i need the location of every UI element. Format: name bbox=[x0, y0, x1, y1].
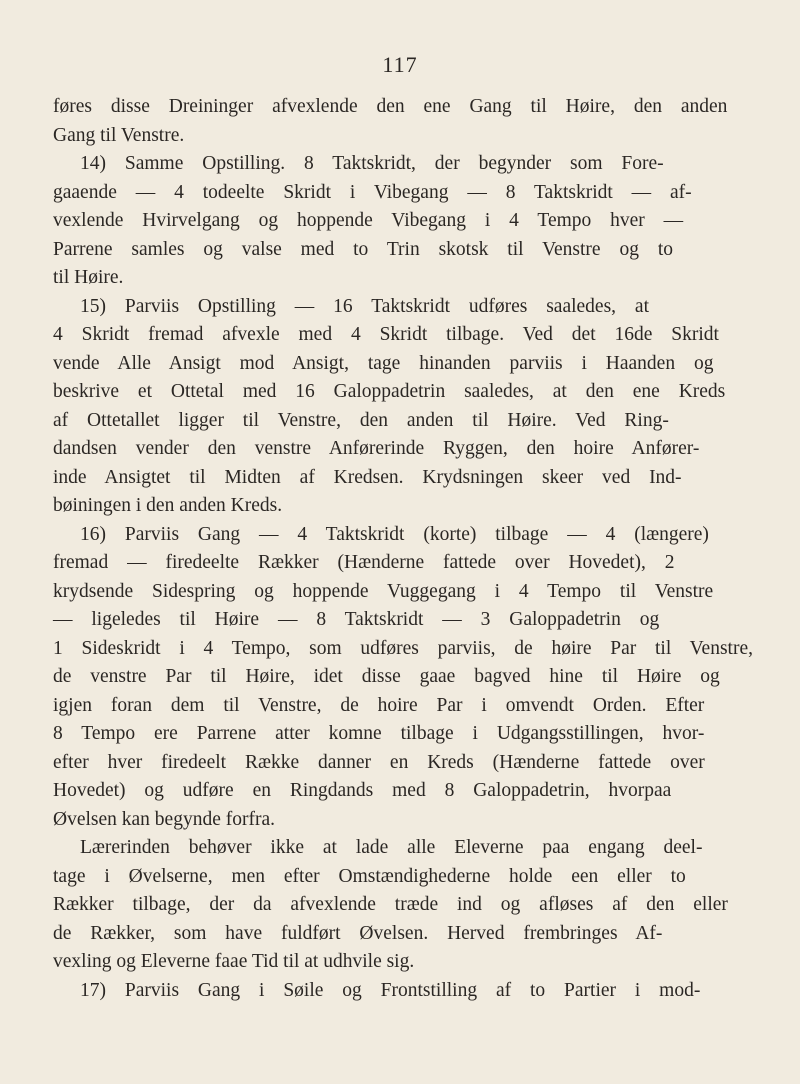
text-line: 17) Parviis Gang i Søile og Frontstilling af to Partier i mod- bbox=[80, 980, 701, 1001]
text-line: til Høire. bbox=[53, 267, 124, 288]
text-line: 16) Parviis Gang — 4 Taktskridt (korte) tilbage — 4 (længere) bbox=[80, 524, 709, 545]
text-line: igjen foran dem til Venstre, de hoire Par i omvendt Orden. Efter bbox=[53, 695, 705, 716]
text-line: føres disse Dreininger afvexlende den ene Gang til Høire, den anden bbox=[53, 96, 728, 117]
text-line: Gang til Venstre. bbox=[53, 125, 185, 146]
text-line: — ligeledes til Høire — 8 Taktskridt — 3 Galoppadetrin og bbox=[53, 609, 660, 630]
text-line: beskrive et Ottetal med 16 Galoppadetrin saaledes, at den ene Kreds bbox=[53, 381, 726, 402]
text-line: dandsen vender den venstre Anførerinde Ryggen, den hoire Anfører- bbox=[53, 438, 700, 459]
text-line: inde Ansigtet til Midten af Kredsen. Krydsningen skeer ved Ind- bbox=[53, 467, 682, 488]
text-line: 4 Skridt fremad afvexle med 4 Skridt tilbage. Ved det 16de Skridt bbox=[53, 324, 719, 345]
text-line: vexling og Eleverne faae Tid til at udhvile sig. bbox=[53, 951, 415, 972]
text-line: krydsende Sidespring og hoppende Vuggegang i 4 Tempo til Venstre bbox=[53, 581, 714, 602]
text-line: efter hver firedeelt Række danner en Kreds (Hænderne fattede over bbox=[53, 752, 705, 773]
text-line: Lærerinden behøver ikke at lade alle Eleverne paa engang deel- bbox=[80, 837, 703, 858]
text-line: af Ottetallet ligger til Venstre, den anden til Høire. Ved Ring- bbox=[53, 410, 669, 431]
text-line: Parrene samles og valse med to Trin skotsk til Venstre og to bbox=[53, 239, 673, 260]
page-number: 117 bbox=[382, 52, 418, 77]
text-line: de Rækker, som have fuldført Øvelsen. Herved frembringes Af- bbox=[53, 923, 663, 944]
text-line: gaaende — 4 todeelte Skridt i Vibegang — 8 Taktskridt — af- bbox=[53, 182, 692, 203]
text-line: Rækker tilbage, der da afvexlende træde ind og afløses af den eller bbox=[53, 894, 728, 915]
text-line: fremad — firedeelte Rækker (Hænderne fattede over Hovedet), 2 bbox=[53, 552, 675, 573]
text-line: 8 Tempo ere Parrene atter komne tilbage i Udgangsstillingen, hvor- bbox=[53, 723, 705, 744]
text-line: de venstre Par til Høire, idet disse gaae bagved hine til Høire og bbox=[53, 666, 720, 687]
text-line: vende Alle Ansigt mod Ansigt, tage hinanden parviis i Haanden og bbox=[53, 353, 714, 374]
text-line: 14) Samme Opstilling. 8 Taktskridt, der begynder som Fore- bbox=[80, 153, 664, 174]
text-line: 15) Parviis Opstilling — 16 Taktskridt udføres saaledes, at bbox=[80, 296, 650, 317]
text-line: 1 Sideskridt i 4 Tempo, som udføres parviis, de høire Par til Venstre, bbox=[53, 638, 753, 659]
text-line: tage i Øvelserne, men efter Omstændighederne holde een eller to bbox=[53, 866, 686, 887]
text-line: Øvelsen kan begynde forfra. bbox=[53, 809, 275, 830]
text-line: vexlende Hvirvelgang og hoppende Vibegang i 4 Tempo hver — bbox=[53, 210, 684, 231]
text-line: bøiningen i den anden Kreds. bbox=[53, 495, 283, 516]
text-line: Hovedet) og udføre en Ringdands med 8 Galoppadetrin, hvorpaa bbox=[53, 780, 672, 801]
